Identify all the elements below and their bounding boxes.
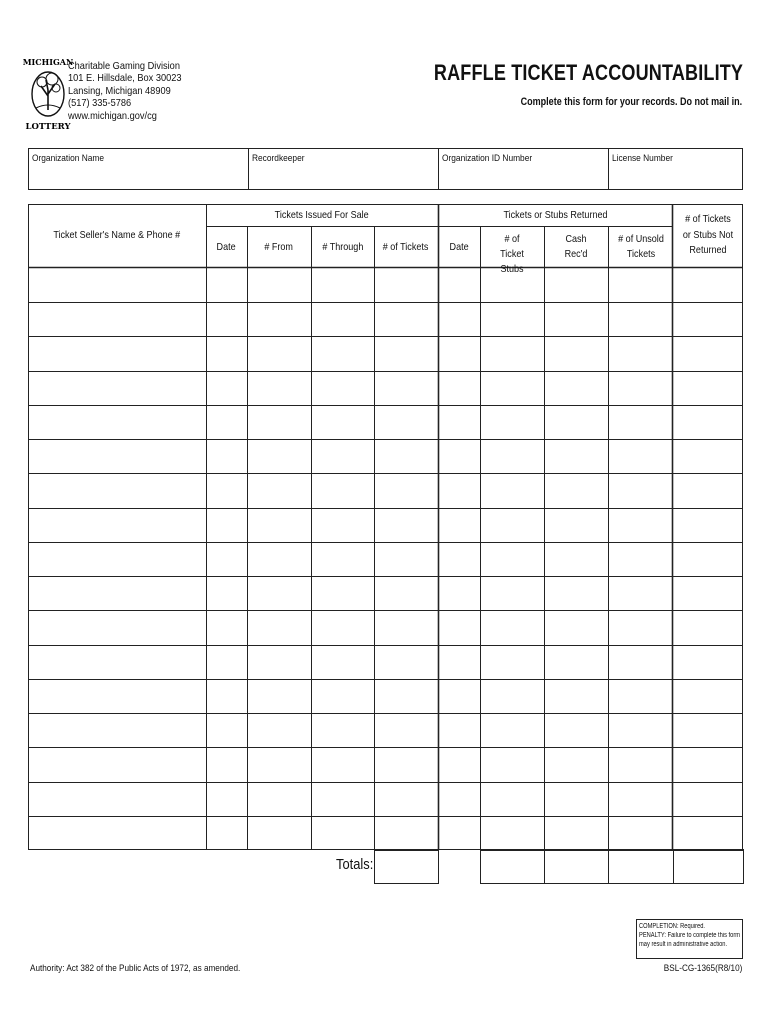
not-returned-header: # of Tickets or Stubs Not Returned — [682, 213, 734, 256]
table-row[interactable] — [28, 542, 743, 576]
city-state-zip: Lansing, Michigan 48909 — [68, 84, 171, 97]
logo-top-text: MICHIGAN — [22, 57, 74, 67]
form-title: RAFFLE TICKET ACCOUNTABILITY — [433, 60, 743, 85]
totals-returned-box[interactable] — [480, 849, 744, 884]
total-tickets-issued-box[interactable] — [374, 849, 439, 884]
table-row[interactable] — [28, 405, 743, 439]
returned-group-header: Tickets or Stubs Returned — [502, 209, 608, 221]
penalty-line: PENALTY: Failure to complete this form — [639, 932, 741, 939]
division-name: Charitable Gaming Division — [68, 60, 180, 72]
issued-group-header: Tickets Issued For Sale — [274, 209, 370, 221]
table-row[interactable] — [28, 816, 743, 850]
table-row[interactable] — [28, 713, 743, 747]
table-row[interactable] — [28, 782, 743, 816]
through-header: # Through — [321, 241, 364, 253]
authority-statement: Authority: Act 382 of the Public Acts of 1972, as amended. — [30, 963, 241, 974]
accountability-table — [28, 204, 743, 850]
ticket-stubs-header: # of Ticket Stubs — [500, 233, 524, 275]
address-block — [68, 60, 182, 122]
organization-info-box — [28, 148, 743, 190]
seller-header: Ticket Seller's Name & Phone # — [53, 229, 181, 241]
logo-bottom-text: LOTTERY — [25, 122, 71, 132]
num-tickets-header: # of Tickets — [383, 241, 429, 253]
table-row[interactable] — [28, 747, 743, 781]
form-subtitle: Complete this form for your records. Do not mail in. — [520, 96, 742, 108]
phone-number: (517) 335-5786 — [68, 97, 132, 110]
table-row[interactable] — [28, 576, 743, 610]
table-row[interactable] — [28, 371, 743, 405]
penalty-line-continued: may result in administrative action. — [639, 941, 728, 948]
table-row[interactable] — [28, 302, 743, 336]
returned-date-header: Date — [449, 241, 469, 253]
form-number: BSL-CG-1365(R8/10) — [663, 963, 742, 974]
table-row[interactable] — [28, 473, 743, 507]
table-row[interactable] — [28, 336, 743, 370]
completion-notice — [636, 919, 743, 959]
table-row[interactable] — [28, 610, 743, 644]
organization-name-field[interactable] — [29, 149, 249, 189]
table-row[interactable] — [28, 268, 743, 302]
license-number-label: License Number — [612, 153, 673, 164]
cash-received-header: Cash Rec'd — [564, 233, 588, 260]
michigan-lottery-logo — [22, 56, 74, 132]
license-number-field[interactable] — [609, 149, 742, 189]
unsold-tickets-header: # of Unsold Tickets — [618, 233, 664, 260]
organization-id-field[interactable] — [439, 149, 609, 189]
recordkeeper-field[interactable] — [249, 149, 439, 189]
table-row[interactable] — [28, 645, 743, 679]
completion-line: COMPLETION: Required. — [639, 923, 706, 930]
table-row[interactable] — [28, 679, 743, 713]
from-header: # From — [264, 241, 294, 253]
table-row[interactable] — [28, 508, 743, 542]
table-row[interactable] — [28, 439, 743, 473]
organization-id-label: Organization ID Number — [442, 153, 533, 164]
totals-label: Totals: — [336, 856, 374, 873]
issued-date-header: Date — [216, 241, 237, 253]
recordkeeper-label: Recordkeeper — [252, 153, 305, 164]
street-address: 101 E. Hillsdale, Box 30023 — [68, 72, 182, 85]
organization-name-label: Organization Name — [32, 153, 105, 164]
website: www.michigan.gov/cg — [68, 109, 157, 122]
